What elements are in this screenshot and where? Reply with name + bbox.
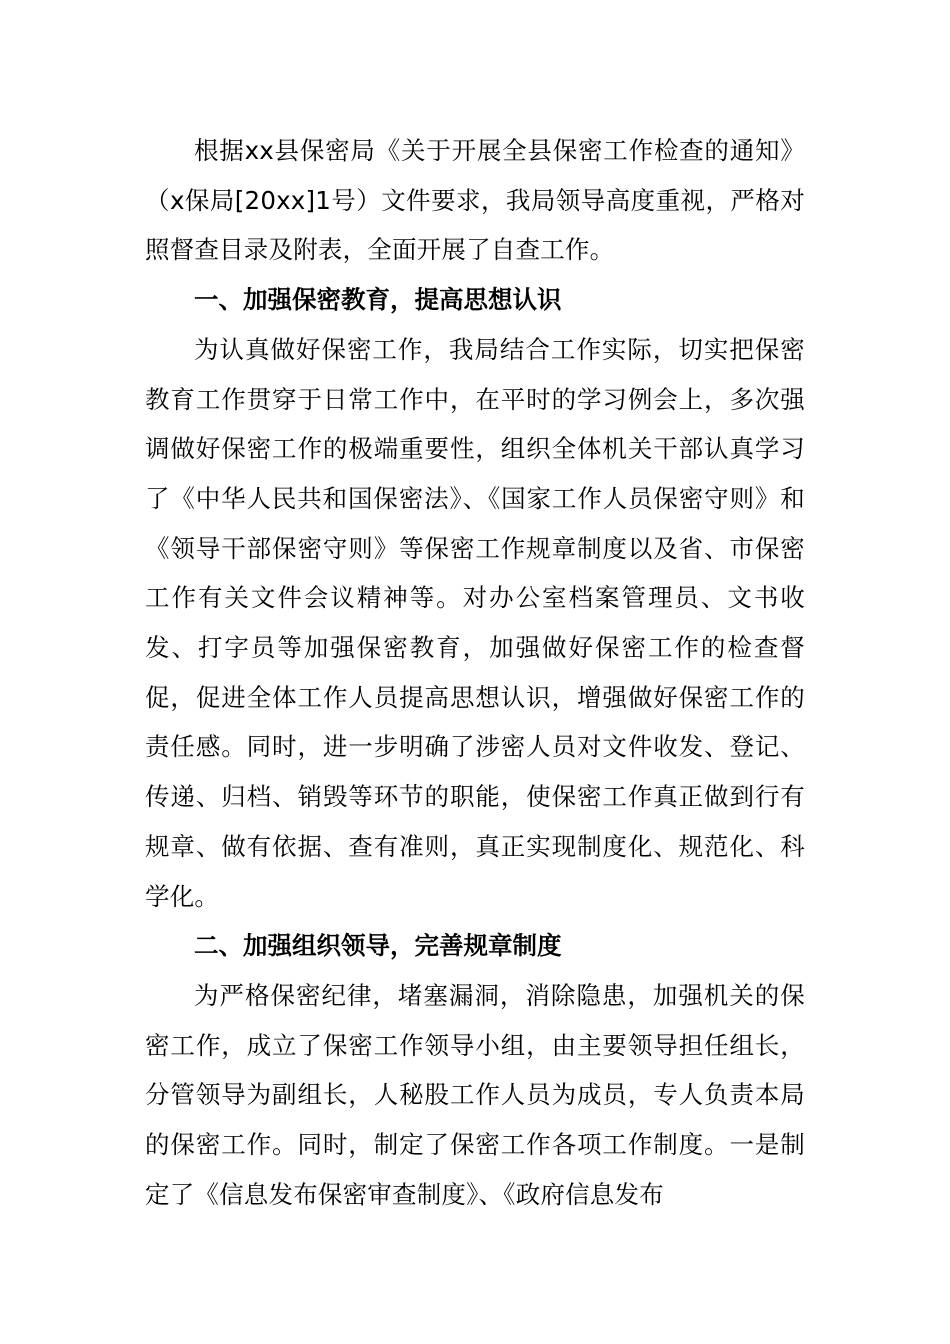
section-1-paragraph: 为认真做好保密工作，我局结合工作实际，切实把保密教育工作贯穿于日常工作中，在平时的学习例会上，多次强调做好保密工作的极端重要性，组织全体机关干部认真学习了《中华人民共和国保密法》、《国家工作人员保密守则》和《领导干部保密守则》等保密工作规章制度以及省、市保密工作有关文件会议精神等。对办公室档案管理员、文书收发、打字员等加强保密教育，加强做好保密工作的检查督促，促进全体工作人员提高思想认识，增强做好保密工作的责任感。同时，进一步明确了涉密人员对文件收发、登记、传递、归档、销毁等环节的职能，使保密工作真正做到行有规章、做有依据、查有准则，真正实现制度化、规范化、科学化。 [145,334,805,911]
section-2-paragraph: 为严格保密纪律，堵塞漏洞，消除隐患，加强机关的保密工作，成立了保密工作领导小组，由主要领导担任组长，分管领导为副组长，人秘股工作人员为成员，专人负责本局的保密工作。同时，制定了保密工作各项工作制度。一是制定了《信息发布保密审查制度》、《政府信息发布 [145,980,805,1209]
document-page [145,126,805,1219]
section-1-heading: 一、加强保密教育，提高思想认识 [194,285,562,315]
intro-paragraph: 根据xx县保密局《关于开展全县保密工作检查的通知》（x保局[20xx]1号）文件要求，我局领导高度重视，严格对照督查目录及附表，全面开展了自查工作。 [145,136,805,265]
section-2-heading: 二、加强组织领导，完善规章制度 [194,931,562,961]
